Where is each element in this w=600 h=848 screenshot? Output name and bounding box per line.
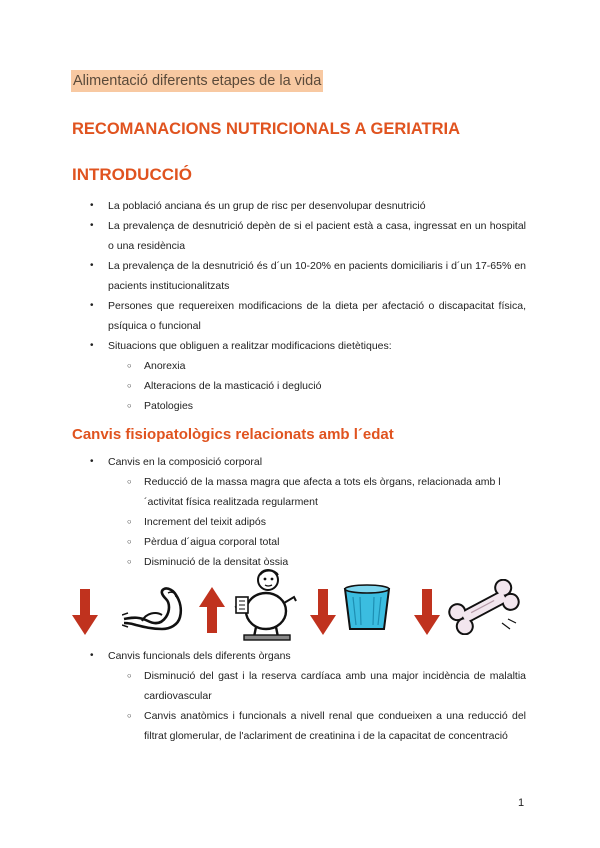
page-number: 1 xyxy=(518,797,525,809)
sub-list-item: ○ Reducció de la massa magra que afecta a tots els òrgans, relacionada amb l´activitat física realitzada regularment xyxy=(108,472,526,512)
list-item-label: Canvis funcionals dels diferents òrgans xyxy=(108,650,291,662)
sub-list xyxy=(108,666,526,746)
section-title-introduccio: INTRODUCCIÓ xyxy=(72,165,192,184)
sub-list-item: ○ Alteracions de la masticació i deglució xyxy=(108,376,526,396)
intro-bullet-list xyxy=(88,196,526,416)
list-item xyxy=(88,336,526,416)
arrow-down-icon xyxy=(72,589,98,635)
main-title: RECOMANACIONS NUTRICIONALS A GERIATRIA xyxy=(72,120,461,138)
list-item-label: Canvis en la composició corporal xyxy=(108,456,263,468)
sub-list xyxy=(108,356,526,416)
document-header-tag: Alimentació diferents etapes de la vida xyxy=(71,70,323,92)
list-item: • La prevalença de la desnutrició és d´un 10-20% en pacients domiciliaris i d´un 17-65% en pacients institucionalitzats xyxy=(88,256,526,296)
sub-list-item: ○ Canvis anatòmics i funcionals a nivell renal que condueixen a una reducció del filtrat glomerular, de l'aclariment de creatinina i de la capacitat de concentració xyxy=(108,706,526,746)
sub-list-item: ○ Disminució del gast i la reserva cardíaca amb una major incidència de malaltia cardiovascular xyxy=(108,666,526,706)
sub-list xyxy=(108,472,526,572)
arrow-down-icon xyxy=(310,589,336,635)
sub-list-item: ○ Disminució de la densitat òssia xyxy=(108,552,526,572)
list-item: • Persones que requereixen modificacions de la dieta per afectació o discapacitat física, psíquica o funcional xyxy=(88,296,526,336)
sub-list-item: ○ Pèrdua d´aigua corporal total xyxy=(108,532,526,552)
subsection-title-canvis: Canvis fisiopatològics relacionats amb l´edat xyxy=(72,426,394,443)
sub-list-item: ○ Anorexia xyxy=(108,356,526,376)
list-item: • La població anciana és un grup de risc per desenvolupar desnutrició xyxy=(88,196,526,216)
sub-list-item: ○ Patologies xyxy=(108,396,526,416)
sub-list-item: ○ Increment del teixit adipós xyxy=(108,512,526,532)
list-item-label: Situacions que obliguen a realitzar modificacions dietètiques: xyxy=(108,340,392,352)
water-glass-icon xyxy=(342,583,392,633)
funcionals-bullet-list xyxy=(88,646,526,746)
overweight-person-icon xyxy=(230,567,300,641)
list-item xyxy=(88,646,526,746)
arrow-up-icon xyxy=(199,587,225,633)
list-item xyxy=(88,452,526,572)
list-item: • La prevalença de desnutrició depèn de si el pacient està a casa, ingressat en un hospital o una residència xyxy=(88,216,526,256)
body-changes-illustration-row xyxy=(70,565,530,641)
arrow-down-icon xyxy=(414,589,440,635)
composicio-bullet-list xyxy=(88,452,526,572)
muscle-arm-icon xyxy=(122,585,188,631)
bone-icon xyxy=(444,579,524,635)
